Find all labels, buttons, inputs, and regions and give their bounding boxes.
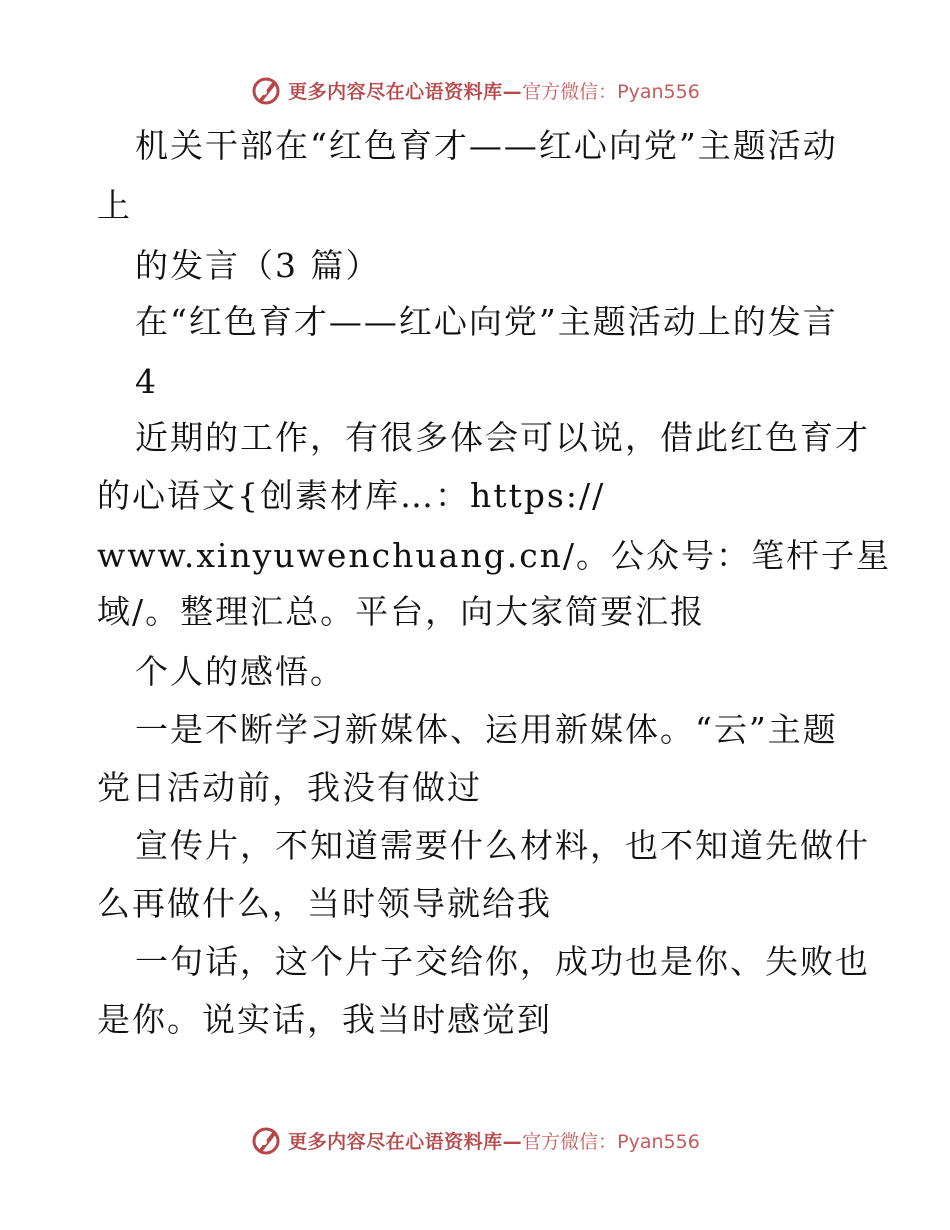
body-line: www.xinyuwenchuang.cn/。公众号：笔杆子星 <box>97 536 892 575</box>
subtitle-line-2: 4 <box>135 362 158 401</box>
body-line: 个人的感悟。 <box>135 652 345 691</box>
body-line: 党日活动前，我没有做过 <box>97 768 482 807</box>
banner-wechat: 官方微信：Pyan556 <box>522 80 700 103</box>
banner-slogan: 更多内容尽在心语资料库— <box>288 1130 523 1153</box>
body-line: 一句话，这个片子交给你，成功也是你、失败也 <box>135 942 870 981</box>
body-line: 的心语文{创素材库…：https:// <box>97 476 606 515</box>
body-line: 是你。说实话，我当时感觉到 <box>97 1000 552 1039</box>
footer-watermark <box>0 1120 950 1160</box>
body-line: 么再做什么，当时领导就给我 <box>97 884 552 923</box>
subtitle-line-1: 在“红色育才——红心向党”主题活动上的发言 <box>135 302 838 341</box>
title-line-2: 上 <box>97 186 132 225</box>
quill-logo-icon <box>250 1124 282 1156</box>
title-line-3: 的发言（3 篇） <box>135 246 381 285</box>
body-line: 宣传片，不知道需要什么材料，也不知道先做什 <box>135 826 870 865</box>
body-line: 近期的工作，有很多体会可以说，借此红色育才 <box>135 418 870 457</box>
banner-wechat: 官方微信：Pyan556 <box>522 1130 700 1153</box>
body-line: 一是不断学习新媒体、运用新媒体。“云”主题 <box>135 710 838 749</box>
quill-logo-icon <box>250 74 282 106</box>
banner-slogan: 更多内容尽在心语资料库— <box>288 80 523 103</box>
title-line-1: 机关干部在“红色育才——红心向党”主题活动 <box>135 126 838 165</box>
body-line: 域/。整理汇总。平台，向大家简要汇报 <box>97 592 706 631</box>
header-watermark <box>0 70 950 110</box>
